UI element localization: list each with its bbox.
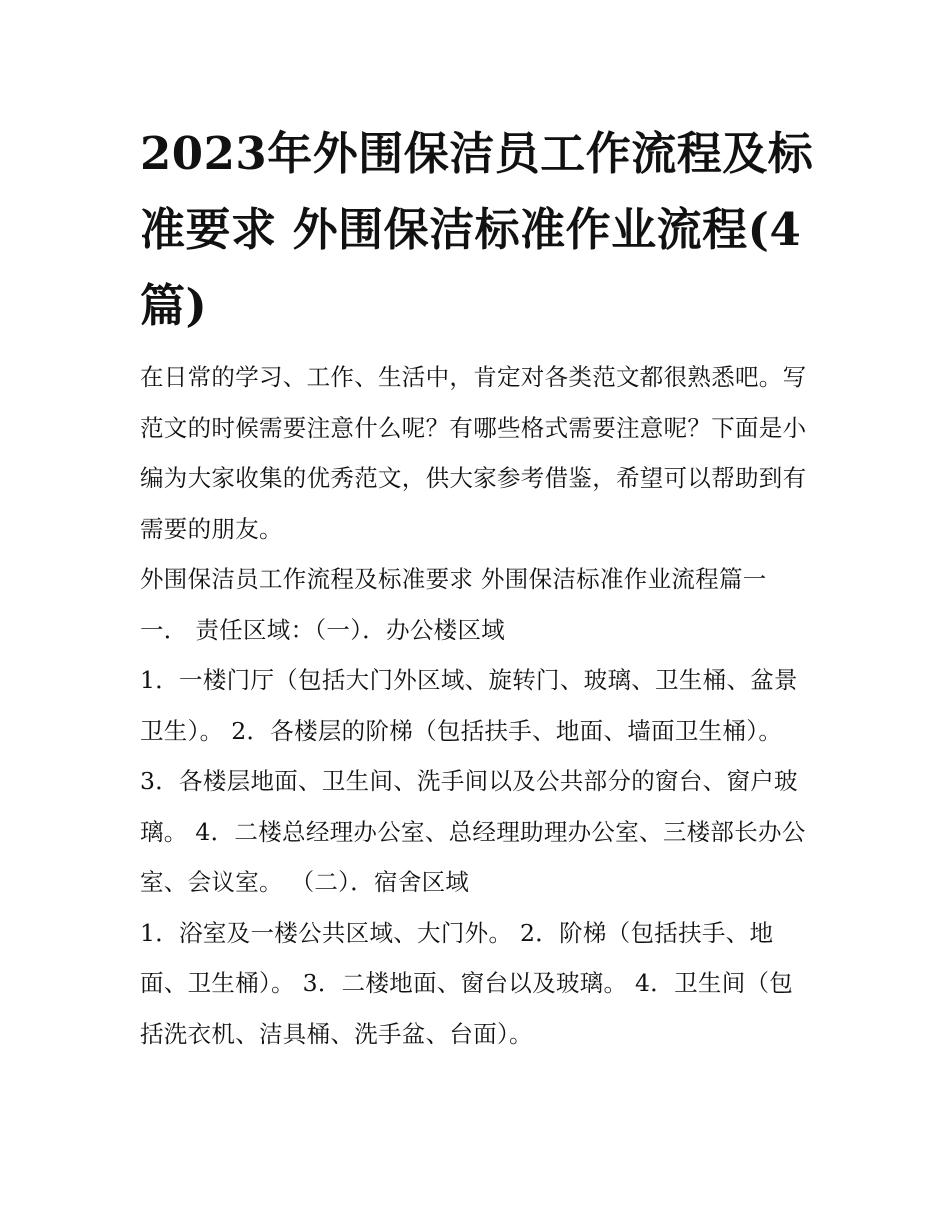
dormitory-area-items: 1．浴室及一楼公共区域、大门外。 2．阶梯（包括扶手、地面、卫生桶）。 3．二楼地面、窗台以及玻璃。 4．卫生间（包括洗衣机、洁具桶、洗手盆、台面）。	[140, 918, 794, 1048]
office-area-items-2: 3．各楼层地面、卫生间、洗手间以及公共部分的窗台、窗户玻璃。 4．二楼总经理办公室、总经理助理办公室、三楼部长办公室、会议室。 （二）．宿舍区域	[140, 767, 806, 896]
responsibility-area-heading: 一． 责任区域：（一）．办公楼区域	[140, 615, 506, 644]
intro-paragraph: 在日常的学习、工作、生活中，肯定对各类范文都很熟悉吧。写范文的时候需要注意什么呢？有哪些格式需要注意呢？下面是小编为大家收集的优秀范文，供大家参考借鉴，希望可以帮助到有需要的朋友。	[140, 363, 807, 543]
section-heading: 外围保洁员工作流程及标准要求 外围保洁标准作业流程篇一	[140, 565, 767, 593]
document-page	[140, 116, 815, 1059]
document-title: 2023年外围保洁员工作流程及标准要求 外围保洁标准作业流程(4篇)	[140, 127, 814, 332]
office-area-items-1: 1．一楼门厅（包括大门外区域、旋转门、玻璃、卫生桶、盆景卫生）。 2．各楼层的阶梯（包括扶手、地面、墙面卫生桶）。	[140, 666, 798, 745]
